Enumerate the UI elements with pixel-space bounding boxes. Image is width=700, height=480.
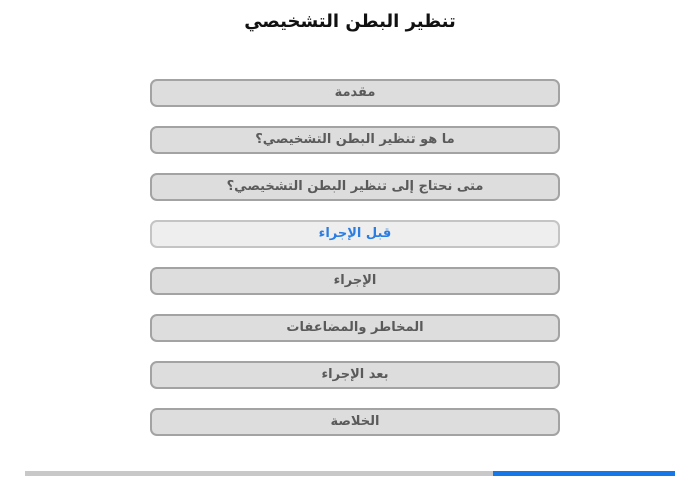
menu-item-introduction[interactable]: مقدمة — [150, 79, 560, 107]
progress-bar-fill — [493, 471, 675, 476]
menu-item-when-needed[interactable]: متى نحتاج إلى تنظير البطن التشخيصي؟ — [150, 173, 560, 201]
menu-item-after-procedure[interactable]: بعد الإجراء — [150, 361, 560, 389]
menu-item-summary[interactable]: الخلاصة — [150, 408, 560, 436]
menu-item-what-is[interactable]: ما هو تنظير البطن التشخيصي؟ — [150, 126, 560, 154]
menu-item-procedure[interactable]: الإجراء — [150, 267, 560, 295]
menu-item-before-procedure[interactable]: قبل الإجراء — [150, 220, 560, 248]
chapter-menu — [150, 79, 560, 455]
page-title: تنظير البطن التشخيصي — [244, 11, 456, 32]
menu-item-risks-complications[interactable]: المخاطر والمضاعفات — [150, 314, 560, 342]
progress-bar — [25, 471, 675, 476]
